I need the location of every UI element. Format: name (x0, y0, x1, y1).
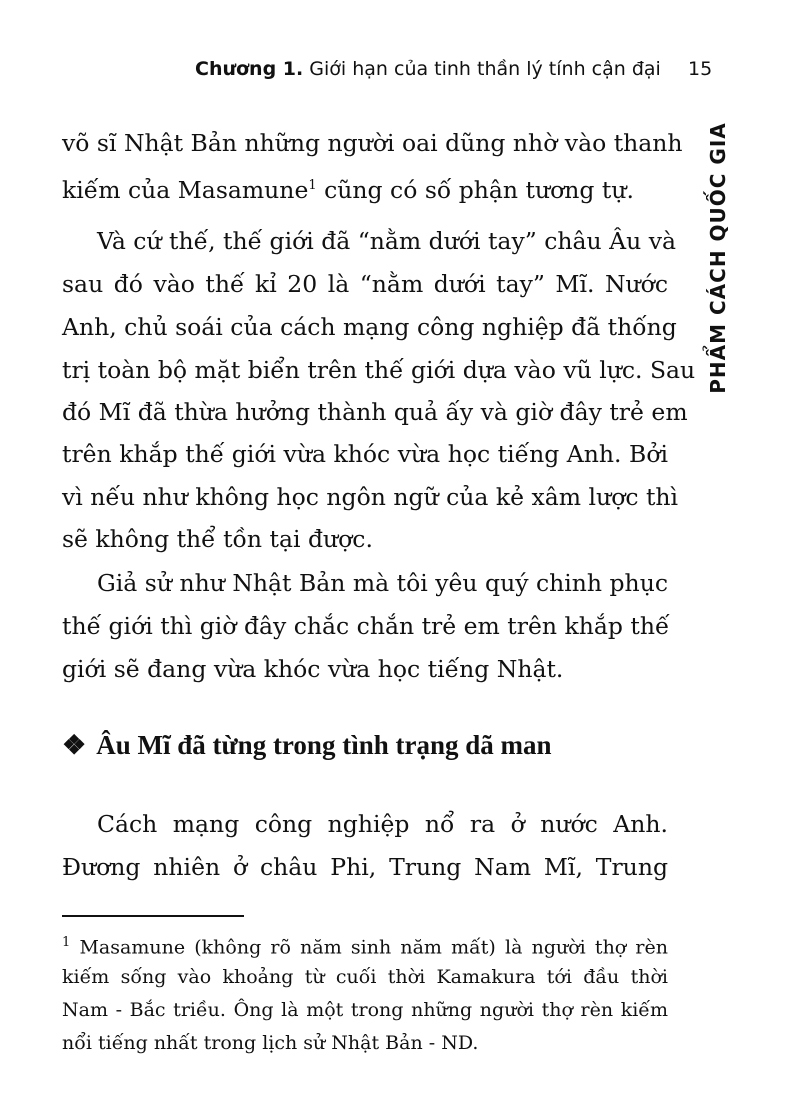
footnote-line: $^1$ Masamune (không rõ năm sinh năm mất) là người thợ rèn (62, 935, 668, 959)
text-line: sẽ không thể tồn tại được. (62, 525, 373, 553)
text-line: đó Mĩ đã thừa hưởng thành quả ấy và giờ đây trẻ em (62, 398, 688, 426)
footnote-line: nổi tiếng nhất trong lịch sử Nhật Bản - ND. (62, 1032, 479, 1054)
page-number: 15 (688, 58, 713, 80)
section-heading: ❖ Âu Mĩ đã từng trong tình trạng dã man (62, 730, 552, 760)
text-line: thế giới thì giờ đây chắc chắn trẻ em trên khắp thế (62, 612, 670, 640)
text-line: võ sĩ Nhật Bản những người oai dũng nhờ vào thanh (62, 129, 683, 157)
text-line: Cách mạng công nghiệp nổ ra ở nước Anh. (97, 810, 668, 838)
running-header (195, 58, 713, 80)
side-book-title: PHẨM CÁCH QUỐC GIA (706, 122, 730, 394)
footnote-line: kiếm sống vào khoảng từ cuối thời Kamakura tới đầu thời (62, 966, 668, 988)
text-line: Giả sử như Nhật Bản mà tôi yêu quý chinh phục (97, 569, 668, 597)
footnote-ref: 1 (308, 178, 317, 193)
diamond-bullet-icon: ❖ (62, 730, 87, 760)
text-line: giới sẽ đang vừa khóc vừa học tiếng Nhật. (62, 655, 564, 683)
chapter-title: Giới hạn của tinh thần lý tính cận đại (309, 58, 661, 80)
text-line: Đương nhiên ở châu Phi, Trung Nam Mĩ, Trung (62, 853, 668, 881)
footnote-line: Nam - Bắc triều. Ông là một trong những người thợ rèn kiếm (62, 999, 668, 1021)
text-line: Và cứ thế, thế giới đã “nằm dưới tay” châu Âu và (97, 227, 676, 255)
text-line: Anh, chủ soái của cách mạng công nghiệp đã thống (62, 313, 677, 341)
text-line: kiếm của Masamune$^1$ cũng có số phận tương tự. (62, 175, 634, 204)
text-line: sau đó vào thế kỉ 20 là “nằm dưới tay” Mĩ. Nước (62, 270, 668, 298)
text-line: trên khắp thế giới vừa khóc vừa học tiếng Anh. Bởi (62, 440, 668, 468)
chapter-label: Chương 1. (195, 58, 304, 80)
footnote-divider (62, 915, 244, 917)
text-line: vì nếu như không học ngôn ngữ của kẻ xâm lược thì (62, 483, 679, 511)
text-line: trị toàn bộ mặt biển trên thế giới dựa vào vũ lực. Sau (62, 356, 696, 384)
